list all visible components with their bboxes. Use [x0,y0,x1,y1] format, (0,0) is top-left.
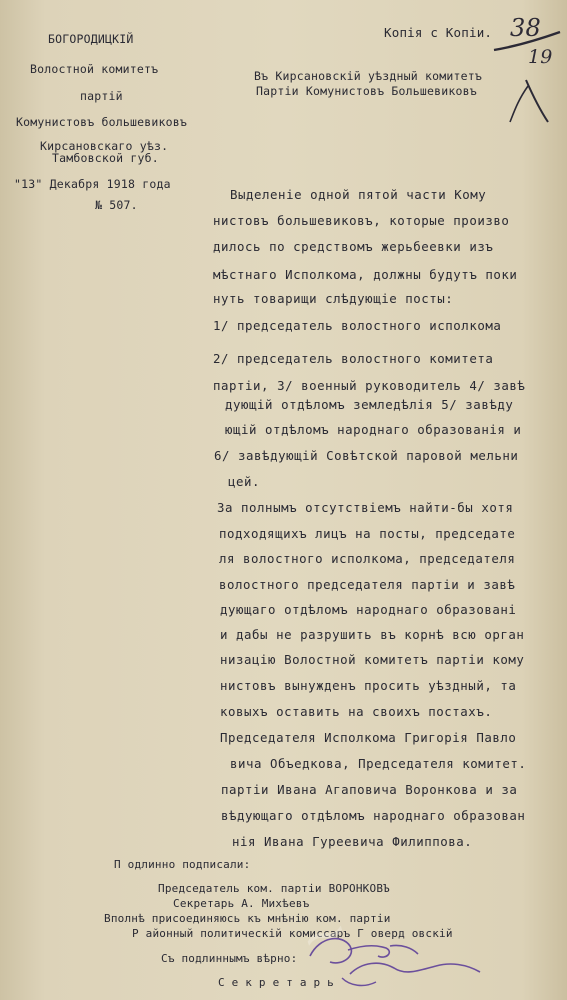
body-line: дилось по средствомъ жерьбеевки изъ [213,239,494,254]
body-line: ковыхъ оставить на своихъ постахъ. [220,704,493,719]
body-line: За полнымъ отсутствіемъ найти-бы хотя [217,500,514,515]
body-line: и дабы не разрушить въ корнѣ всю орган [220,627,525,642]
body-line: 1/ председатель волостного исполкома [213,318,502,333]
archive-number-bottom: 19 [528,46,553,68]
body-line: вѣдующаго отдѣломъ народнаго образован [221,808,526,823]
body-line: нія Ивана Гуреевича Филиппова. [232,834,473,849]
body-line: низацію Волостной комитетъ партіи кому [220,652,525,667]
sender-committee: Волостной комитетъ [30,62,159,76]
certified-label: Съ подлиннымъ вѣрно: [161,952,298,965]
body-line: дующій отдѣломъ земледѣлія 5/ завѣду [225,397,514,412]
body-line: ющій отдѣломъ народнаго образованія и [225,422,522,437]
signature-secretary: Секретарь А. Михѣевъ [173,897,310,910]
body-line: подходящихъ лицъ на посты, председате [219,526,516,541]
body-line: нистовъ большевиковъ, которые произво [213,213,510,228]
signatures-intro: П одлинно подписали: [114,858,251,871]
document-number: № 507. [95,198,138,212]
sender-name: БОГОРОДИЦКІЙ [48,32,134,46]
body-line: мѣстнаго Исполкома, должны будутъ поки [213,267,518,282]
body-line: вича Объедкова, Председателя комитет. [230,756,527,771]
body-line: Председателя Исполкома Григорія Павло [220,730,517,745]
body-line: цей. [228,474,261,489]
body-line: партіи Ивана Агаповича Воронкова и за [221,782,518,797]
body-line: дующаго отдѣломъ народнаго образовані [220,602,517,617]
body-line: нистовъ вынужденъ просить уѣздный, та [220,678,517,693]
archive-number-stroke [488,8,564,128]
sender-party-full: Комунистовъ большевиковъ [16,115,187,129]
watermark: ~ [290,894,358,974]
copy-label: Копія с Копіи. [384,25,493,40]
sender-gubernia: Тамбовской губ. [52,151,159,165]
document-date: "13" Декабря 1918 года [14,177,171,191]
addressee-line2: Партіи Комунистовъ Большевиковъ [256,84,477,98]
archive-number-top: 38 [510,14,541,42]
body-line: 6/ завѣдующій Совѣтской паровой мельни [214,448,519,463]
signature-chair: Председатель ком. партіи ВОРОНКОВЪ [158,882,390,895]
sender-party: партій [80,89,123,103]
body-line: волостного председателя партіи и завѣ [219,577,516,592]
body-line: ля волостного исполкома, председателя [219,551,516,566]
sender-uyezd: Кирсановскаго уѣз. [40,139,169,153]
signature-commissar: Р айонный политическій комиссаръ Г оверд овскій [132,927,453,940]
signature-joining: Вполнѣ присоединяюсь къ мнѣнію ком. партіи [104,912,391,925]
addressee-line1: Въ Кирсановскій уѣздный комитетъ [254,69,482,83]
secretary-label: С е к р е т а р ь [218,976,334,989]
body-line: 2/ председатель волостного комитета партіи, 3/ военный руководитель 4/ завѣ [213,351,526,393]
body-line: Выделеніе одной пятой части Кому [230,187,487,202]
body-line: нуть товарищи слѣдующіе посты: [213,291,454,306]
